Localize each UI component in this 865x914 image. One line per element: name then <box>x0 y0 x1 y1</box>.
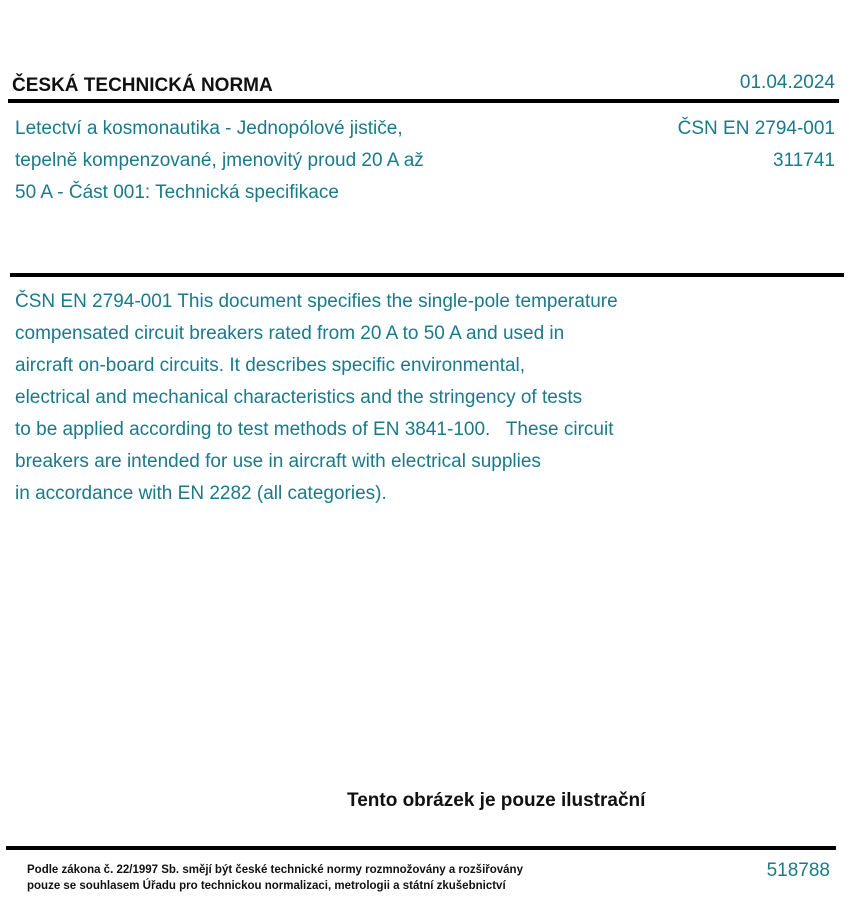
title-rule <box>10 273 844 277</box>
abstract-line: to be applied according to test methods of EN 3841-100. These circuit <box>15 419 614 440</box>
document-type-heading: ČESKÁ TECHNICKÁ NORMA <box>12 75 273 96</box>
publication-date: 01.04.2024 <box>739 72 835 93</box>
title-line: 50 A - Část 001: Technická specifikace <box>15 182 339 203</box>
abstract-line: ČSN EN 2794-001 This document specifies the single-pole temperature <box>15 291 618 312</box>
legal-notice <box>27 862 523 894</box>
abstract-line: aircraft on-board circuits. It describes specific environmental, <box>15 355 526 376</box>
title-line: tepelně kompenzované, jmenovitý proud 20 A až <box>15 150 424 171</box>
abstract <box>15 286 715 510</box>
abstract-line: breakers are intended for use in aircraft with electrical supplies <box>15 451 541 472</box>
standard-identifiers <box>678 113 835 177</box>
title-line: Letectví a kosmonautika - Jednopólové jističe, <box>15 118 403 139</box>
header-rule <box>8 99 839 103</box>
abstract-line: compensated circuit breakers rated from 20 A to 50 A and used in <box>15 323 565 344</box>
footer-rule <box>6 846 836 850</box>
abstract-line: electrical and mechanical characteristics and the stringency of tests <box>15 387 583 408</box>
standard-title <box>15 113 495 209</box>
illustration-notice: Tento obrázek je pouze ilustrační <box>347 790 646 811</box>
legal-line: pouze se souhlasem Úřadu pro technickou normalizaci, metrologii a státní zkušebnictví <box>27 880 506 892</box>
classification-number: 311741 <box>773 150 835 171</box>
standard-code: ČSN EN 2794-001 <box>677 118 835 139</box>
document-id: 518788 <box>766 860 830 881</box>
abstract-line: in accordance with EN 2282 (all categories). <box>15 483 387 504</box>
legal-line: Podle zákona č. 22/1997 Sb. smějí být české technické normy rozmnožovány a rozšiřovány <box>27 864 523 876</box>
